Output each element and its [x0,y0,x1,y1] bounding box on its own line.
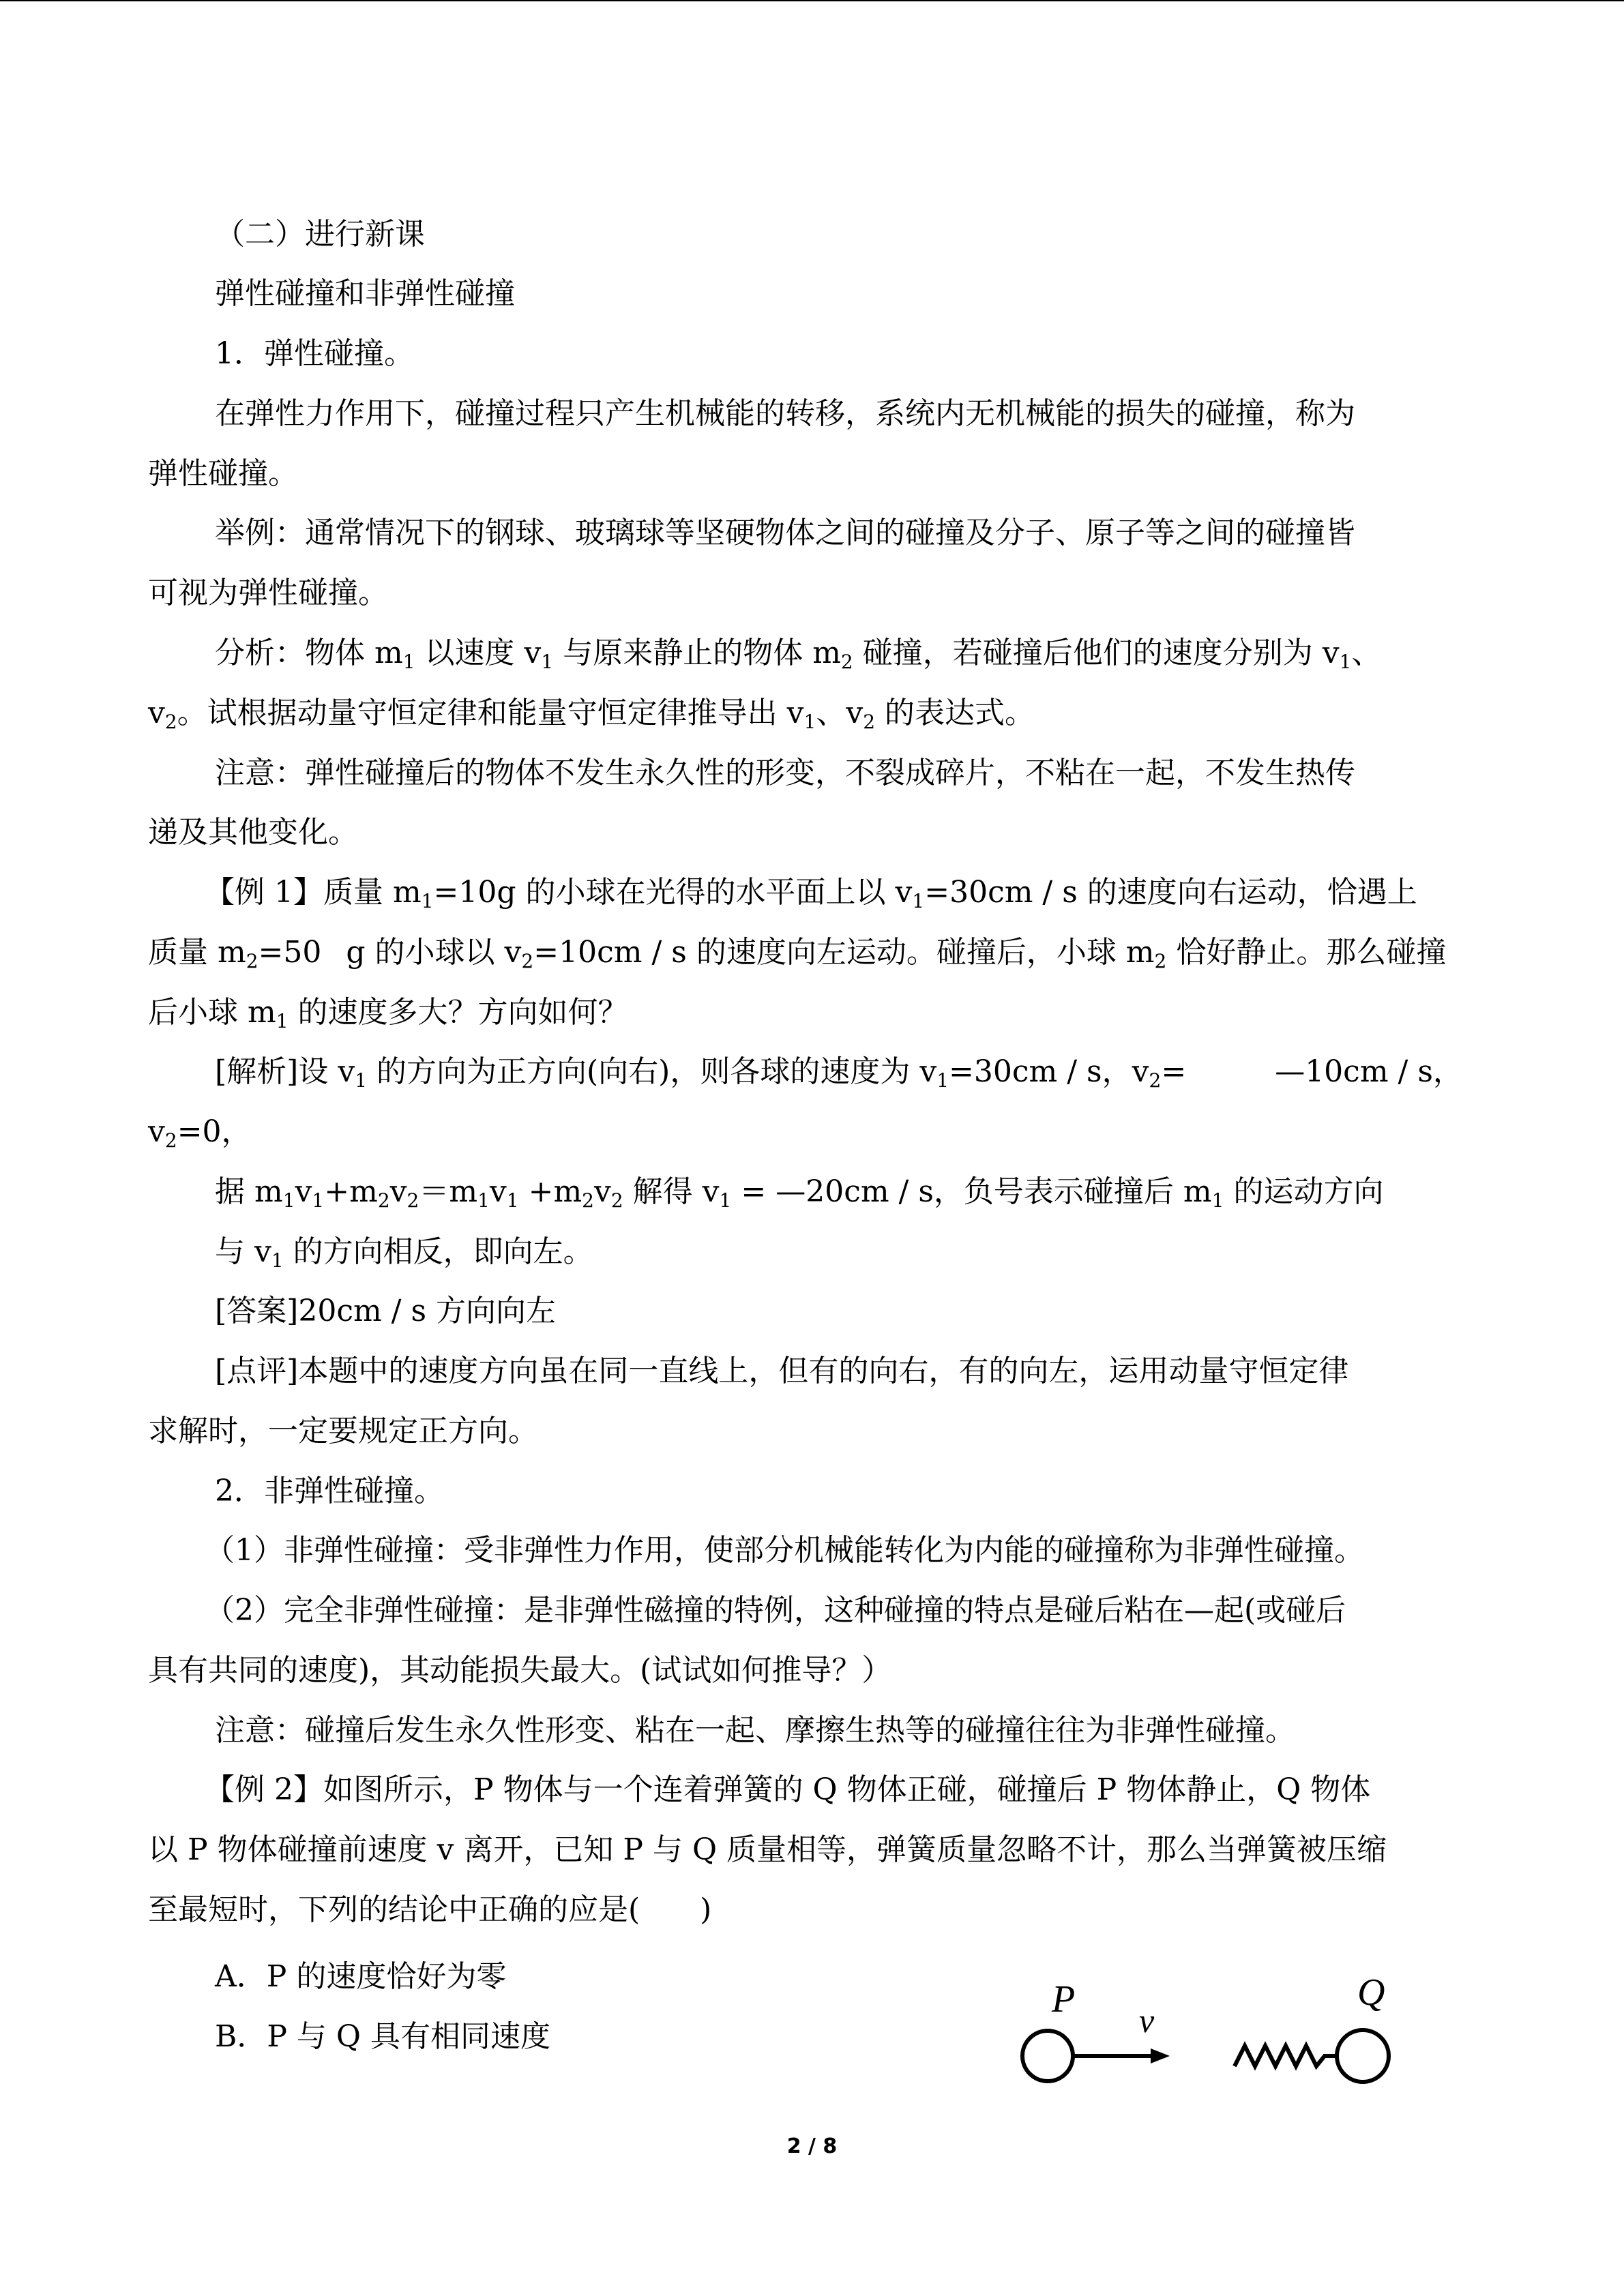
note2-line: 注意：碰撞后发生永久性形变、粘在一起、摩擦生热等的碰撞往往为非弹性碰撞。 [215,1713,1295,1748]
ball-p [1022,2031,1073,2081]
review-line-2: 求解时，一定要规定正方向。 [148,1414,538,1448]
example1-line-2: 质量 $m_2=50$ g 的小球以 $v_2=10cm / s$ 的速度向左运动。碰撞后，小球 $m_2$ 恰好静止。那么碰撞 [148,935,1447,972]
solution-line-4: 与 $v_1$ 的方向相反，即向左。 [215,1234,593,1272]
note1-line-1: 注意：弹性碰撞后的物体不发生永久性的形变，不裂成碎片，不粘在一起，不发生热传 [215,756,1355,790]
top-border [0,0,1624,1]
section-title: 弹性碰撞和非弹性碰撞 [215,276,515,311]
option-a: A．P 的速度恰好为零 [215,1959,507,1994]
review-line-1: [点评]本题中的速度方向虽在同一直线上，但有的向右，有的向左，运用动量守恒定律 [215,1354,1349,1388]
example1-line-1: 【例 1】质量 $m_1=10g$ 的小球在光得的水平面上以 $v_1=30cm / s$ 的速度向右运动，恰遇上 [205,875,1417,912]
label-p: P [1052,1978,1076,2021]
example2-line-3: 至最短时，下列的结论中正确的应是( ) [148,1892,712,1927]
definition-line-2: 弹性碰撞。 [148,456,298,491]
analysis-line-1: 分析：物体 $m_1$ 以速度 $v_1$ 与原来静止的物体 $m_2$ 碰撞，若碰撞后他们的速度分别为 $v_1$、 [215,636,1382,673]
velocity-arrow-head [1151,2048,1170,2063]
spring [1235,2046,1337,2066]
example1-line-3: 后小球 $m_1$ 的速度多大？方向如何？ [148,995,628,1032]
inelastic-1: （1）非弹性碰撞：受非弹性力作用，使部分机械能转化为内能的碰撞称为非弹性碰撞。 [205,1533,1364,1568]
solution-line-1: [解析]设 $v_1$ 的方向为正方向(向右)，则各球的速度为 $v_1=30cm / s$，$v_2=$ —10cm / s， [215,1054,1463,1092]
page-number: 2 / 8 [786,2134,838,2158]
example2-line-1: 【例 2】如图所示，P 物体与一个连着弹簧的 Q 物体正碰，碰撞后 P 物体静止，Q 物体 [205,1772,1371,1807]
item2-title: 2．非弹性碰撞。 [215,1474,444,1508]
analysis-line-2: $v_2$。试根据动量守恒定律和能量守恒定律推导出 $v_1$、$v_2$ 的表达式。 [148,696,1035,733]
collision-figure [1016,1964,1412,2100]
example-line-1: 举例：通常情况下的钢球、玻璃球等坚硬物体之间的碰撞及分子、原子等之间的碰撞皆 [215,516,1355,550]
inelastic-2-line-2: 具有共同的速度)，其动能损失最大。(试试如何推导？） [148,1653,892,1688]
definition-line-1: 在弹性力作用下，碰撞过程只产生机械能的转移，系统内无机械能的损失的碰撞，称为 [215,396,1355,431]
example-line-2: 可视为弹性碰撞。 [148,576,388,610]
option-b: B．P 与 Q 具有相同速度 [215,2019,550,2054]
note1-line-2: 递及其他变化。 [148,815,358,850]
ball-q [1337,2030,1389,2082]
inelastic-2-line-1: （2）完全非弹性碰撞：是非弹性磁撞的特例，这种碰撞的特点是碰后粘在—起(或碰后 [205,1593,1346,1628]
solution-line-3: 据 $m_1v_1+m_2v_2=m_1v_1 +m_2v_2$ 解得 $v_1$ = —20cm / s，负号表示碰撞后 $m_1$ 的运动方向 [215,1174,1384,1212]
label-v: v [1139,2001,1155,2040]
item1-title: 1．弹性碰撞。 [215,336,414,371]
answer-line: [答案]20cm / s 方向向左 [215,1294,557,1328]
section-heading: （二）进行新课 [215,217,425,252]
example2-line-2: 以 P 物体碰撞前速度 v 离开，已知 P 与 Q 质量相等，弹簧质量忽略不计，那么当弹簧被压缩 [148,1832,1387,1867]
label-q: Q [1357,1971,1385,2014]
solution-line-2: $v_2=0$， [148,1114,252,1152]
